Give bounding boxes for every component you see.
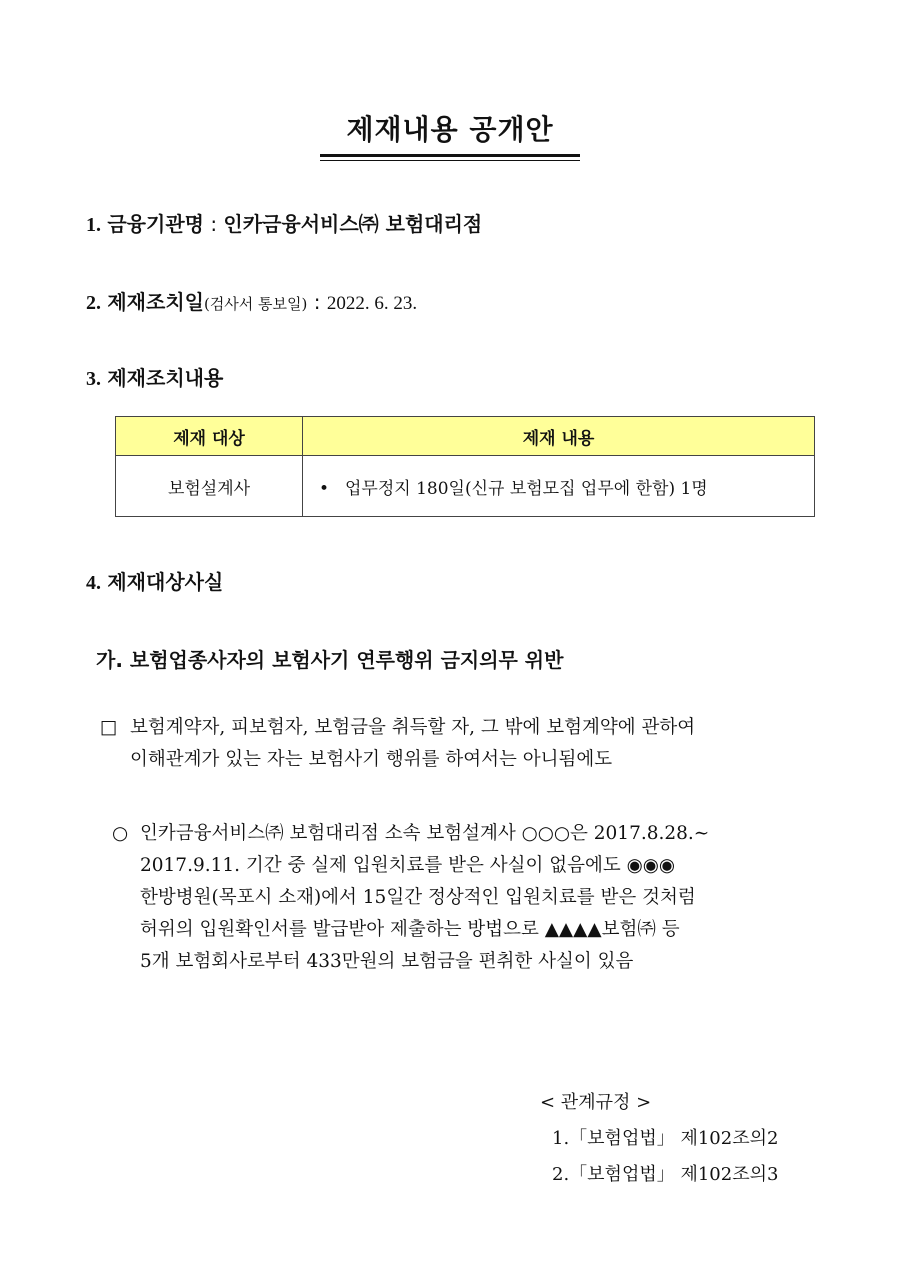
- document-title-wrap: [0, 108, 900, 157]
- paragraph-violation: [112, 818, 820, 978]
- cell-content: [303, 456, 815, 517]
- regulation-item: 1.「보험업법」 제102조의2: [552, 1128, 779, 1149]
- circle-bullet-icon: ○: [112, 823, 129, 844]
- para-line: 한방병원(목포시 소재)에서 15일간 정상적인 입원치료를 받은 것처럼: [140, 887, 696, 908]
- bullet-icon: •: [319, 478, 330, 499]
- header-content: 제재 내용: [303, 417, 815, 456]
- para-line: 이해관계가 있는 자는 보험사기 행위를 하여서는 아니됨에도: [130, 749, 613, 770]
- section-label: 제재대상사실: [107, 570, 224, 594]
- para-line: 허위의 입원확인서를 발급받아 제출하는 방법으로 ▲▲▲▲보험㈜ 등: [140, 919, 680, 940]
- section-separator: :: [307, 290, 327, 314]
- institution-name: 인카금융서비스㈜ 보험대리점: [223, 212, 483, 236]
- section-label: 제재조치내용: [107, 366, 224, 390]
- section-separator: :: [203, 212, 224, 236]
- table-header-row: [116, 417, 815, 456]
- section-sanction-content: [86, 362, 223, 391]
- section-label: 제재조치일: [107, 290, 204, 314]
- section-note: (검사서 통보일): [203, 295, 308, 313]
- subheading: 가. 보험업종사자의 보험사기 연루행위 금지의무 위반: [96, 648, 564, 672]
- checkbox-square-icon: □: [100, 717, 118, 738]
- para-line: 보험계약자, 피보험자, 보험금을 취득할 자, 그 밖에 보험계약에 관하여: [130, 717, 696, 738]
- header-target: 제재 대상: [116, 417, 303, 456]
- sanction-date: 2022. 6. 23.: [326, 293, 418, 314]
- para-line: 5개 보험회사로부터 433만원의 보험금을 편취한 사실이 있음: [140, 951, 634, 972]
- section-facts: [86, 566, 223, 595]
- regulations-heading: < 관계규정 >: [540, 1092, 652, 1113]
- document-title: 제재내용 공개안: [320, 108, 579, 157]
- sanction-table: [115, 416, 815, 517]
- section-number: 3.: [86, 368, 101, 390]
- section-number: 1.: [86, 214, 101, 236]
- section-number: 2.: [86, 292, 101, 314]
- para-line: 2017.9.11. 기간 중 실제 입원치료를 받은 사실이 없음에도 ◉◉◉: [140, 855, 676, 876]
- regulation-item: 2.「보험업법」 제102조의3: [552, 1164, 779, 1185]
- table-row: [116, 456, 815, 517]
- section-label: 금융기관명: [107, 212, 204, 236]
- section-sanction-date: [86, 286, 417, 315]
- para-line: 인카금융서비스㈜ 보험대리점 소속 보험설계사 ○○○은 2017.8.28.∼: [140, 823, 710, 844]
- section-number: 4.: [86, 572, 101, 594]
- cell-content-text: 업무정지 180일(신규 보험모집 업무에 한함) 1명: [345, 478, 708, 499]
- paragraph-obligation: [100, 712, 820, 776]
- related-regulations: [540, 1085, 778, 1193]
- section-institution: [86, 208, 482, 237]
- cell-target: 보험설계사: [116, 456, 303, 517]
